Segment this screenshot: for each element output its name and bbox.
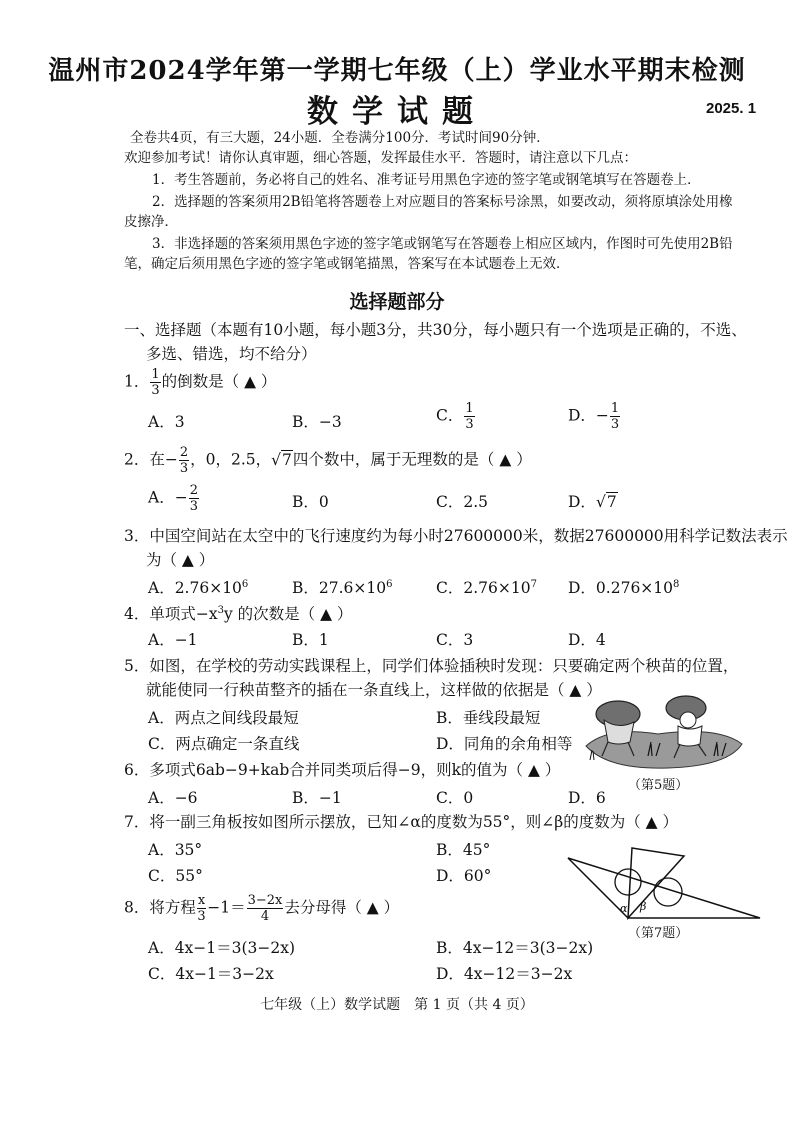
q5-option-d: D．同角的余角相等 xyxy=(436,735,573,753)
q7-option-b: B．45° xyxy=(436,841,491,859)
q6-option-d: D．6 xyxy=(568,789,606,807)
beta-label: β xyxy=(640,900,647,913)
q2-option-a: A．− $\frac{2}{3}$ xyxy=(148,483,198,514)
instructions-item-1: 1．考生答题前，务必将自己的姓名、准考证号用黑色字迹的签字笔或钢笔填写在答题卷上． xyxy=(152,172,701,188)
q1-option-a: A．3 xyxy=(148,413,185,431)
q3-option-b: B．$27.6\times 10^6$ xyxy=(292,578,393,597)
sqrt-symbol: √7 xyxy=(271,450,292,469)
question-1: 1． $\frac{1}{3}$ 的倒数是（ ▲ ） xyxy=(124,367,277,398)
figure-7-caption: （第7题） xyxy=(628,926,689,941)
rice-planting-illustration xyxy=(578,686,748,772)
instructions-item-3: 3．非选择题的答案须用黑色字迹的签字笔或钢笔写在答题卷上相应区域内，作图时可先使用2B铅 xyxy=(152,236,733,252)
exam-date: 2025. 1 xyxy=(706,100,757,117)
q6-option-b: B．−1 xyxy=(292,789,342,807)
q4-option-a: A．−1 xyxy=(148,631,198,649)
instructions-item-2-cont: 皮擦净． xyxy=(124,214,178,230)
q2-option-b: B．0 xyxy=(292,493,329,511)
question-5-cont: 就能使同一行秧苗整齐的插在一条直线上，这样做的依据是（ ▲ ） xyxy=(146,681,602,699)
question-6: 6．多项式6ab−9+kab合并同类项后得−9，则k的值为（ ▲ ） xyxy=(124,761,561,779)
question-7: 7．将一副三角板按如图所示摆放，已知∠α的度数为55°，则∠β的度数为（ ▲ ） xyxy=(124,813,679,831)
q7-option-a: A．35° xyxy=(148,841,203,859)
q6-option-a: A．−6 xyxy=(148,789,198,807)
q7-option-d: D．60° xyxy=(436,867,492,885)
page-footer: 七年级（上）数学试题 第 1 页（共 4 页） xyxy=(260,997,534,1013)
q5-option-c: C．两点确定一条直线 xyxy=(148,735,300,753)
instructions-item-3-cont: 笔，确定后须用黑色字迹的签字笔或钢笔描黑，答案写在本试题卷上无效． xyxy=(124,256,570,272)
question-4: 4．单项式$-x^3y$ 的次数是（ ▲ ） xyxy=(124,604,353,623)
q8-option-d: D．4x−12＝3−2x xyxy=(436,965,573,983)
exam-subtitle: 数学试题 xyxy=(307,94,487,130)
q5-option-a: A．两点之间线段最短 xyxy=(148,709,299,727)
q4-option-d: D．4 xyxy=(568,631,606,649)
q5-option-b: B．垂线段最短 xyxy=(436,709,541,727)
alpha-label: α xyxy=(620,902,628,915)
q1-option-d: D．− $\frac{1}{3}$ xyxy=(568,401,620,432)
q3-option-a: A．$2.76\times 10^6$ xyxy=(148,578,249,597)
part1-heading: 一、选择题（本题有10小题，每小题3分，共30分，每小题只有一个选项是正确的，不选、 xyxy=(124,321,747,339)
instructions-item-2: 2．选择题的答案须用2B铅笔将答题卷上对应题目的答案标号涂黑，如要改动，须将原填涂处用橡 xyxy=(152,194,733,210)
figure-5-caption: （第5题） xyxy=(628,778,689,793)
instructions-summary: 全卷共4页，有三大题，24小题．全卷满分100分．考试时间90分钟． xyxy=(130,130,550,146)
q8-option-c: C．4x−1＝3−2x xyxy=(148,965,274,983)
question-8: 8．将方程 $\frac{x}{3}$ −1＝ $\frac{3-2x}{4}$ 去分母得（ ▲ ） xyxy=(124,893,400,924)
q2-option-d: D．√7 xyxy=(568,493,617,511)
q1-option-b: B．−3 xyxy=(292,413,342,431)
q3-option-c: C．$2.76\times 10^7$ xyxy=(436,578,537,597)
q2-option-c: C．2.5 xyxy=(436,493,489,511)
question-3-cont: 为（ ▲ ） xyxy=(146,551,215,569)
q8-option-a: A．4x−1＝3(3−2x) xyxy=(148,939,296,957)
q7-option-c: C．55° xyxy=(148,867,203,885)
q3-option-d: D．$0.276\times 10^8$ xyxy=(568,578,680,597)
question-3: 3．中国空间站在太空中的飞行速度约为每小时27600000米，数据27600000用科学记数法表示 xyxy=(124,527,788,545)
set-squares-diagram xyxy=(566,842,762,920)
exam-title: 温州市2024学年第一学期七年级（上）学业水平期末检测 xyxy=(48,56,746,86)
q8-option-b: B．4x−12＝3(3−2x) xyxy=(436,939,594,957)
q6-option-c: C．0 xyxy=(436,789,474,807)
q4-option-b: B．1 xyxy=(292,631,329,649)
q4-option-c: C．3 xyxy=(436,631,474,649)
question-5: 5．如图，在学校的劳动实践课程上，同学们体验插秧时发现：只要确定两个秧苗的位置， xyxy=(124,657,739,675)
instructions-welcome: 欢迎参加考试！请你认真审题，细心答题，发挥最佳水平．答题时，请注意以下几点： xyxy=(124,150,637,166)
part1-heading-cont: 多选、错选，均不给分） xyxy=(146,345,317,363)
section-title: 选择题部分 xyxy=(349,291,445,313)
q1-option-c: C． $\frac{1}{3}$ xyxy=(436,401,474,432)
fraction: $\frac{1}{3}$ xyxy=(151,367,160,398)
question-2: 2．在− $\frac{2}{3}$ ，0，2.5，√7四个数中，属于无理数的是（ ▲ ） xyxy=(124,445,532,476)
